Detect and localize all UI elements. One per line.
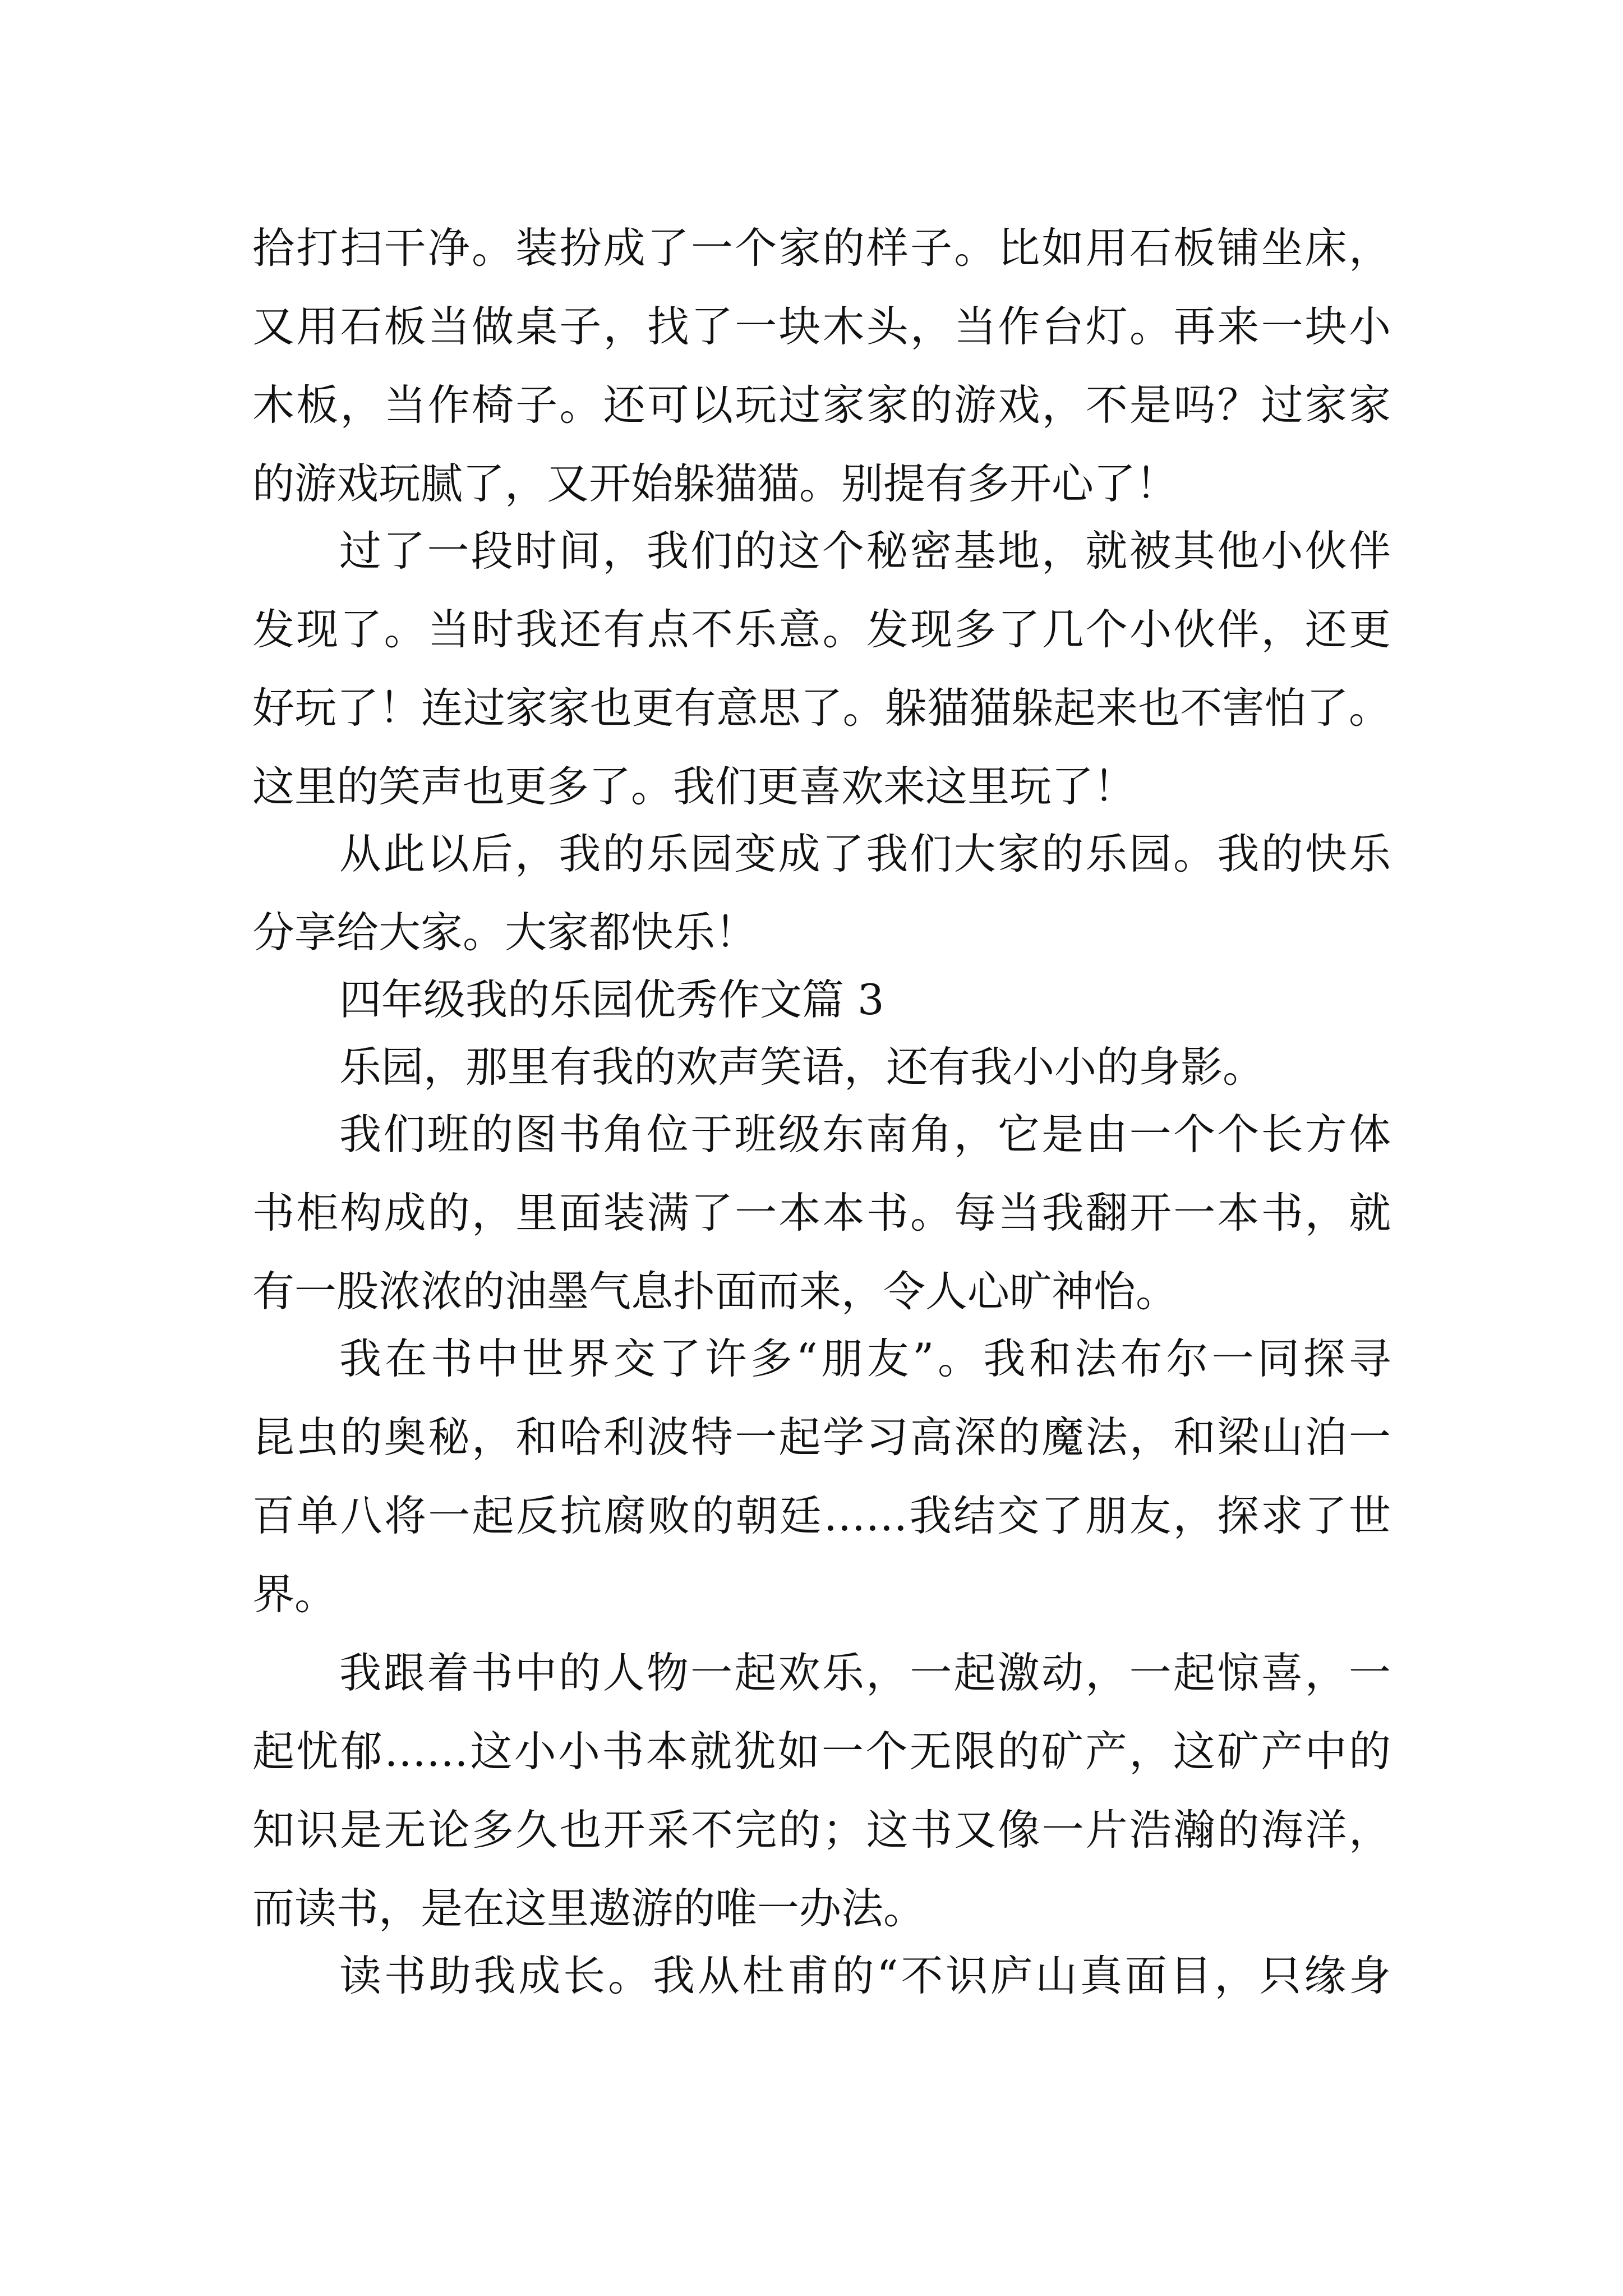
text-line: 又用石板当做桌子，找了一块木头，当作台灯。再来一块小 bbox=[252, 302, 1391, 351]
text-line: 乐园，那里有我的欢声笑语，还有我小小的身影。 bbox=[339, 1042, 1265, 1092]
text-line: 的游戏玩腻了，又开始躲猫猫。别提有多开心了！ bbox=[252, 459, 1178, 508]
text-line: 过了一段时间，我们的这个秘密基地，就被其他小伙伴 bbox=[339, 526, 1391, 576]
text-line: 有一股浓浓的油墨气息扑面而来，令人心旷神怡。 bbox=[252, 1267, 1178, 1316]
text-line: 起忧郁……这小小书本就犹如一个无限的矿产，这矿产中的 bbox=[252, 1727, 1391, 1776]
text-line: 分享给大家。大家都快乐！ bbox=[252, 908, 758, 957]
text-line: 我跟着书中的人物一起欢乐，一起激动，一起惊喜，一 bbox=[339, 1648, 1391, 1697]
text-line: 木板，当作椅子。还可以玩过家家的游戏，不是吗？过家家 bbox=[252, 380, 1391, 430]
text-line: 我们班的图书角位于班级东南角，它是由一个个长方体 bbox=[339, 1110, 1391, 1159]
text-line: 书柜构成的，里面装满了一本本书。每当我翻开一本书，就 bbox=[252, 1188, 1391, 1237]
text-line: 我在书中世界交了许多“朋友”。我和法布尔一同探寻 bbox=[339, 1334, 1391, 1383]
text-line: 读书助我成长。我从杜甫的“不识庐山真面目，只缘身 bbox=[339, 1951, 1391, 2000]
text-line: 从此以后，我的乐园变成了我们大家的乐园。我的快乐 bbox=[339, 829, 1391, 878]
text-line: 拾打扫干净。装扮成了一个家的样子。比如用石板铺坐床， bbox=[252, 223, 1391, 273]
text-line: 昆虫的奥秘，和哈利波特一起学习高深的魔法，和梁山泊一 bbox=[252, 1412, 1391, 1462]
text-line: 界。 bbox=[252, 1570, 337, 1619]
text-line: 百单八将一起反抗腐败的朝廷……我结交了朋友，探求了世 bbox=[252, 1491, 1391, 1540]
text-line: 发现了。当时我还有点不乐意。发现多了几个小伙伴，还更 bbox=[252, 605, 1391, 654]
text-line: 好玩了！连过家家也更有意思了。躲猫猫躲起来也不害怕了。 bbox=[252, 683, 1391, 733]
text-line: 这里的笑声也更多了。我们更喜欢来这里玩了！ bbox=[252, 762, 1136, 811]
text-line: 而读书，是在这里遨游的唯一办法。 bbox=[252, 1884, 926, 1933]
text-line: 知识是无论多久也开采不完的；这书又像一片浩瀚的海洋， bbox=[252, 1805, 1391, 1855]
section-heading: 四年级我的乐园优秀作文篇 3 bbox=[339, 975, 884, 1024]
